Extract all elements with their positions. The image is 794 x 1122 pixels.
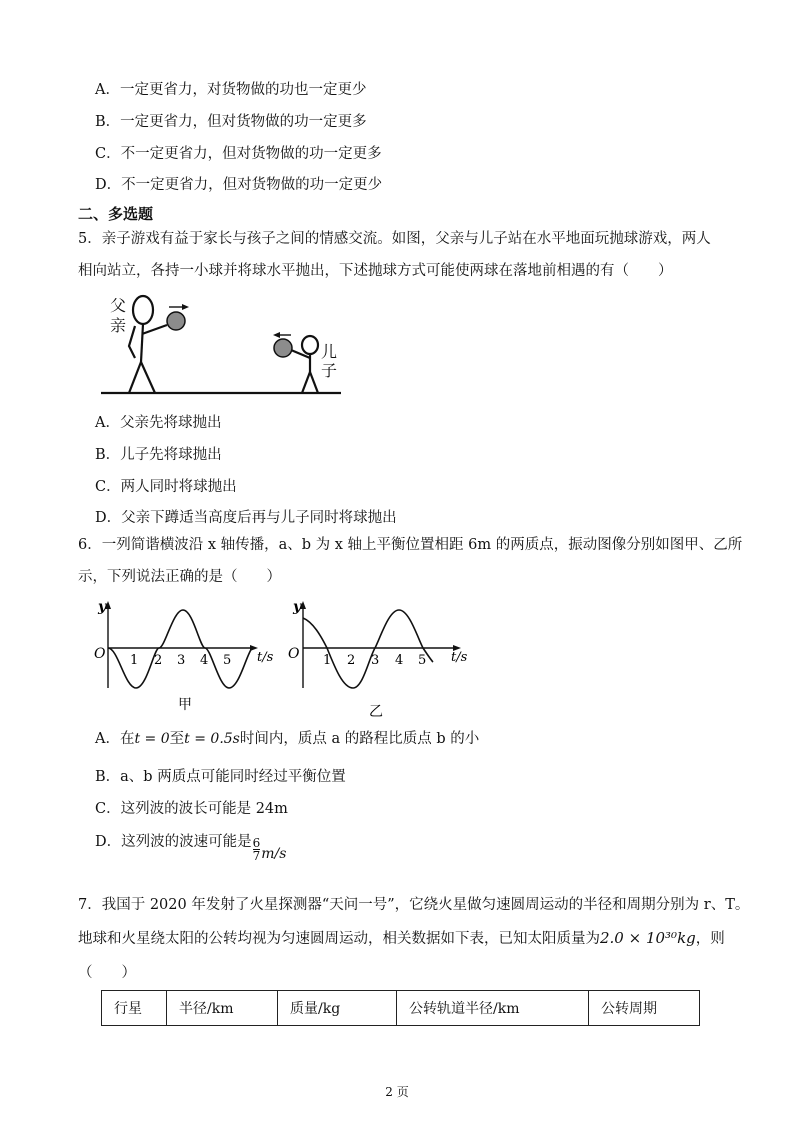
q5-stem-line1: 5．亲子游戏有益于家长与孩子之间的情感交流。如图，父亲与儿子站在水平地面玩抛球游戏，两人 xyxy=(78,231,711,247)
son-head xyxy=(302,336,318,354)
q5-option-d: D．父亲下蹲适当高度后再与儿子同时将球抛出 xyxy=(95,510,397,526)
q6-option-a-post: 时间内，质点 a 的路程比质点 b 的小 xyxy=(239,731,480,747)
q6-option-a-math2: t = 0.5s xyxy=(184,731,240,747)
father-ball xyxy=(167,312,185,330)
q7-stem-line2-pre: 地球和火星绕太阳的公转均视为匀速圆周运动，相关数据如下表，已知太阳质量为 xyxy=(78,931,600,947)
q4-option-a: A．一定更省力，对货物做的功也一定更少 xyxy=(95,82,367,98)
q6-option-d-unit: m/s xyxy=(261,846,287,862)
table-header-row xyxy=(102,991,700,1026)
q6-stem-line2: 示，下列说法正确的是（ ） xyxy=(78,569,281,585)
yi-origin: O xyxy=(288,646,300,662)
q4-option-c: C．不一定更省力，但对货物做的功一定更多 xyxy=(95,146,382,162)
q6-stem-line1: 6．一列简谐横波沿 x 轴传播，a、b 为 x 轴上平衡位置相距 6m 的两质点，振动图像分别如图甲、乙所 xyxy=(78,537,743,553)
table-header-cell: 公转轨道半径/km xyxy=(397,991,589,1026)
jia-y-label: y xyxy=(98,599,107,615)
jia-caption: 甲 xyxy=(178,697,192,713)
q5-option-c: C．两人同时将球抛出 xyxy=(95,479,237,495)
q6-option-a-pre: A．在 xyxy=(95,731,135,747)
q5-stem-line2: 相向站立，各持一小球并将球水平抛出，下述抛球方式可能使两球在落地前相遇的有（ ） xyxy=(78,263,673,279)
jia-tick-2: 2 xyxy=(154,653,163,668)
q6-option-d xyxy=(95,832,286,864)
graph-jia xyxy=(90,596,280,721)
q4-option-b: B．一定更省力，但对货物做的功一定更多 xyxy=(95,114,367,130)
q5-figure xyxy=(95,290,345,400)
planet-table xyxy=(101,990,700,1026)
yi-tick-4: 4 xyxy=(395,653,404,668)
yi-caption: 乙 xyxy=(369,704,383,720)
jia-wave xyxy=(108,610,252,688)
yi-tick-3: 3 xyxy=(371,653,380,668)
yi-tick-5: 5 xyxy=(418,653,427,668)
father-arrow xyxy=(182,304,189,310)
q6-option-a-mid: 至 xyxy=(169,731,185,747)
table-header-cell: 行星 xyxy=(102,991,167,1026)
son-ball xyxy=(274,339,292,357)
jia-tick-3: 3 xyxy=(177,653,186,668)
jia-tick-4: 4 xyxy=(200,653,209,668)
father-label-2: 亲 xyxy=(110,316,127,335)
yi-tick-2: 2 xyxy=(347,653,356,668)
son-label-2: 子 xyxy=(321,361,338,380)
q7-stem-line2-post: ，则 xyxy=(695,931,725,947)
q6-option-d-fraction xyxy=(253,837,261,862)
q6-option-d-pre: D．这列波的波速可能是 xyxy=(95,834,252,850)
yi-tick-1: 1 xyxy=(323,653,332,668)
q7-stem-line3: （ ） xyxy=(78,965,136,981)
table-header-cell: 质量/kg xyxy=(278,991,397,1026)
section-heading: 二、多选题 xyxy=(78,205,154,223)
page-number: 2 页 xyxy=(385,1085,409,1099)
q6-option-b: B．a、b 两质点可能同时经过平衡位置 xyxy=(95,769,346,785)
fraction-numerator: 6 xyxy=(252,836,261,850)
fraction-denominator: 7 xyxy=(252,849,261,863)
q7-sun-mass: 2.0 × 10³⁰kg xyxy=(600,929,696,947)
jia-tick-5: 5 xyxy=(223,653,232,668)
table-header-cell: 半径/km xyxy=(167,991,278,1026)
yi-wave xyxy=(303,610,433,688)
q6-option-a xyxy=(95,729,479,749)
q7-stem-line2 xyxy=(78,928,725,949)
jia-tick-1: 1 xyxy=(130,653,139,668)
jia-x-label: t/s xyxy=(257,650,274,665)
q5-option-b: B．儿子先将球抛出 xyxy=(95,447,222,463)
father-head xyxy=(133,296,153,324)
jia-origin: O xyxy=(94,646,106,662)
q6-option-a-math1: t = 0 xyxy=(134,731,170,747)
table-header-cell: 公转周期 xyxy=(589,991,700,1026)
son-arrow xyxy=(273,332,280,338)
yi-y-label: y xyxy=(293,599,302,615)
graph-yi xyxy=(283,596,483,726)
son-label-1: 儿 xyxy=(321,342,338,361)
q5-option-a: A．父亲先将球抛出 xyxy=(95,415,222,431)
yi-x-label: t/s xyxy=(451,650,468,665)
q7-stem-line1: 7．我国于 2020 年发射了火星探测器“天问一号”，它绕火星做匀速圆周运动的半径和周期分别为 r、T。 xyxy=(78,897,750,913)
father-label-1: 父 xyxy=(110,296,127,315)
q6-option-c: C．这列波的波长可能是 24m xyxy=(95,801,288,817)
q4-option-d: D．不一定更省力，但对货物做的功一定更少 xyxy=(95,177,383,193)
